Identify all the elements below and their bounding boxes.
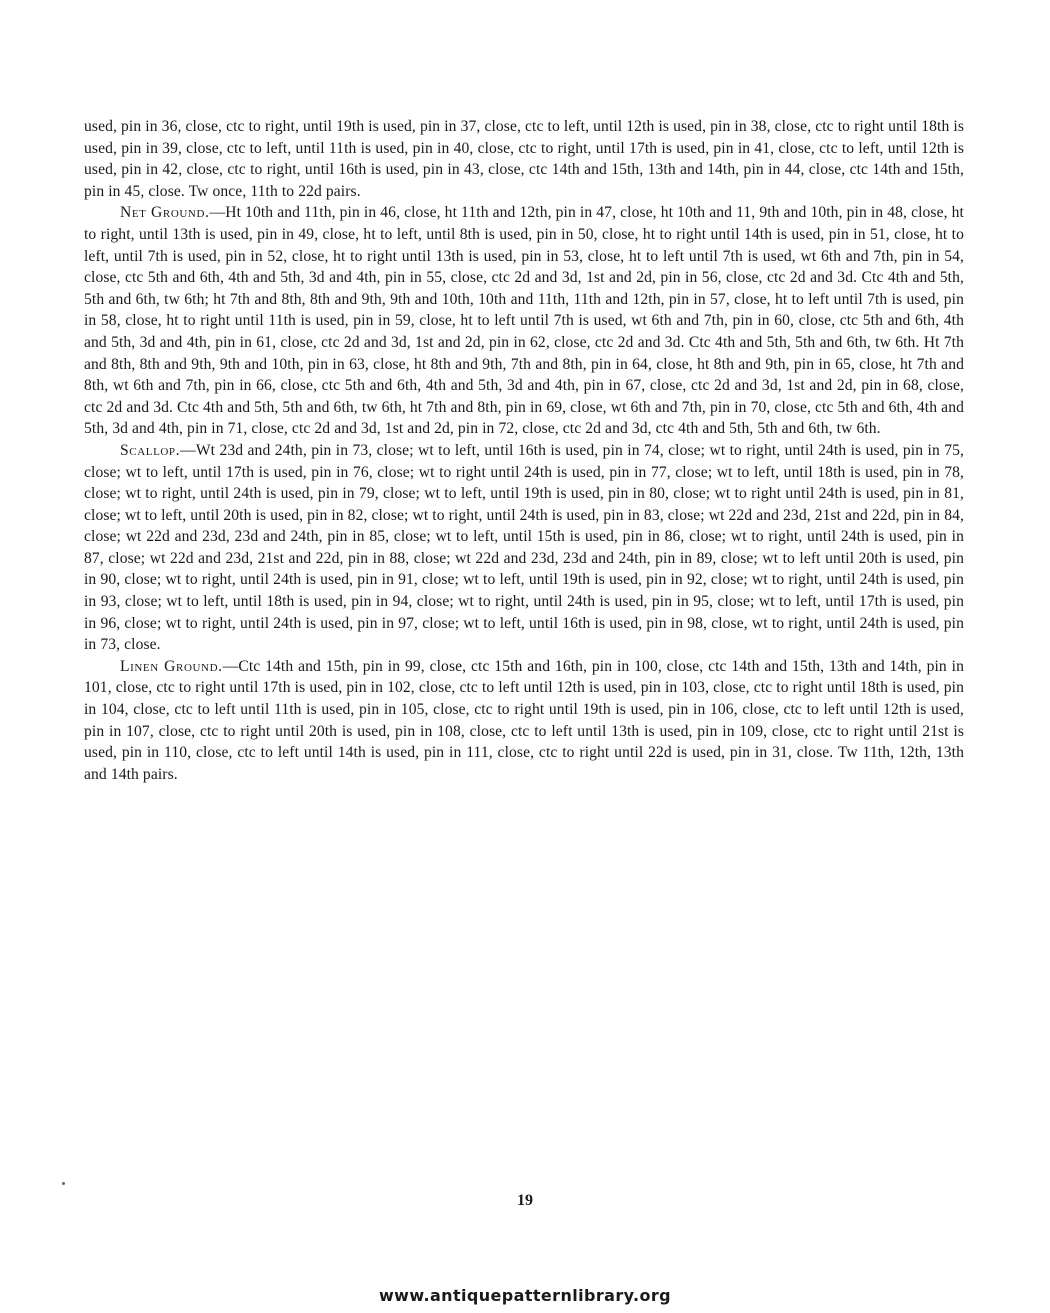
paragraph-text: used, pin in 36, close, ctc to right, until 19th is used, pin in 37, close, ctc to left, until 12th is used, pin in 38, close, ctc to right until 18th is used, pin in 39, close, ctc to left, until 11th is used, pin in 40, close, ctc to right, until 17th is used, pin in 41, close, ctc to left, until 12th is used, pin in 42, close, ctc to right, until 16th is used, pin in 43, close, ctc 14th and 15th, 13th and 14th, pin in 44, close, ctc 14th and 15th, pin in 45, close. Tw once, 11th to 22d pairs.: [84, 118, 964, 200]
paragraph-linen-ground: [84, 656, 964, 786]
footer-url: www.antiquepatternlibrary.org: [378, 1286, 672, 1305]
paragraph-text: —Wt 23d and 24th, pin in 73, close; wt to left, until 16th is used, pin in 74, close; wt to right, until 24th is used, pin in 75, close; wt to left, until 17th is used, pin in 76, close; wt to right until 24th is used, pin in 77, close; wt to left, until 18th is used, pin in 78, close; wt to right, until 24th is used, pin in 79, close; wt to left, until 19th is used, pin in 80, close; wt to right until 24th is used, pin in 81, close; wt to left, until 20th is used, pin in 82, close; wt to right, until 24th is used, pin in 83, close; wt 22d and 23d, 21st and 22d, pin in 84, close; wt 22d and 23d, 23d and 24th, pin in 85, close; wt to left, until 15th is used, pin in 86, close; wt to right, until 24th is used, pin in 87, close; wt 22d and 23d, 21st and 22d, pin in 88, close; wt 22d and 23d, 23d and 24th, pin in 89, close; wt to left until 20th is used, pin in 90, close; wt to right, until 24th is used, pin in 91, close; wt to left, until 19th is used, pin in 92, close; wt to right, until 24th is used, pin in 93, close; wt to left, until 18th is used, pin in 94, close; wt to right, until 24th is used, pin in 95, close; wt to left, until 17th is used, pin in 96, close; wt to right, until 24th is used, pin in 97, close; wt to left, until 16th is used, pin in 98, close, wt to right, until 24th is used, pin in 73, close.: [84, 441, 964, 654]
paragraph-text: —Ht 10th and 11th, pin in 46, close, ht 11th and 12th, pin in 47, close, ht 10th and 11, 9th and 10th, pin in 48, close, ht to right, until 13th is used, pin in 49, close, ht to left, until 8th is used, pin in 50, close, ht to right until 14th is used, pin in 51, close, ht to left, until 7th is used, pin in 52, close, ht to right until 13th is used, pin in 53, close, ht to left until 7th is used, wt 6th and 7th, pin in 54, close, ctc 5th and 6th, 4th and 5th, 3d and 4th, pin in 55, close, ctc 2d and 3d, 1st and 2d, pin in 56, close, ctc 2d and 3d. Ctc 4th and 5th, 5th and 6th, tw 6th; ht 7th and 8th, 8th and 9th, 9th and 10th, 10th and 11th, 11th and 12th, pin in 57, close, ht to left until 7th is used, pin in 58, close, ht to right until 11th is used, pin in 59, close, ht to left until 7th is used, wt 6th and 7th, pin in 60, close, ctc 5th and 6th, 4th and 5th, 3d and 4th, pin in 61, close, ctc 2d and 3d, 1st and 2d, pin in 62, close, ctc 2d and 3d. Ctc 4th and 5th, 5th and 6th, tw 6th. Ht 7th and 8th, 8th and 9th, 9th and 10th, pin in 63, close, ht 8th and 9th, 7th and 8th, pin in 64, close, ht 8th and 9th, pin in 65, close, ht 7th and 8th, wt 6th and 7th, pin in 66, close, ctc 5th and 6th, 4th and 5th, 3d and 4th, pin in 67, close, ctc 2d and 3d, 1st and 2d, pin in 68, close, ctc 2d and 3d. Ctc 4th and 5th, 5th and 6th, tw 6th, ht 7th and 8th, pin in 69, close, wt 6th and 7th, pin in 70, close, ctc 5th and 6th, 4th and 5th, 3d and 4th, pin in 71, close, ctc 2d and 3d, 1st and 2d, pin in 72, close, ctc 2d and 3d, ctc 4th and 5th, 5th and 6th, tw 6th.: [84, 204, 964, 438]
paragraph-scallop: [84, 440, 964, 656]
page-body: [84, 116, 964, 785]
paragraph-continuation: [84, 116, 964, 202]
section-heading-scallop: Scallop.: [120, 441, 181, 459]
section-heading-linen-ground: Linen Ground.: [120, 657, 223, 675]
scan-speck: [62, 1182, 65, 1185]
page-number: 19: [517, 1192, 533, 1209]
paragraph-text: —Ctc 14th and 15th, pin in 99, close, ctc 15th and 16th, pin in 100, close, ctc 14th and 15th, 13th and 14th, pin in 101, close, ctc to right until 17th is used, pin in 102, close, ctc to left until 12th is used, pin in 103, close, ctc to right until 18th is used, pin in 104, close, ctc to left until 11th is used, pin in 105, close, ctc to right until 19th is used, pin in 106, close, ctc to left until 12th is used, pin in 107, close, ctc to right until 20th is used, pin in 108, close, ctc to left until 13th is used, pin in 109, close, ctc to right until 21st is used, pin in 110, close, ctc to left until 14th is used, pin in 111, close, ctc to right until 22d is used, pin in 31, close. Tw 11th, 12th, 13th and 14th pairs.: [84, 657, 964, 783]
section-heading-net-ground: Net Ground.: [120, 204, 210, 222]
paragraph-net-ground: [84, 202, 964, 440]
